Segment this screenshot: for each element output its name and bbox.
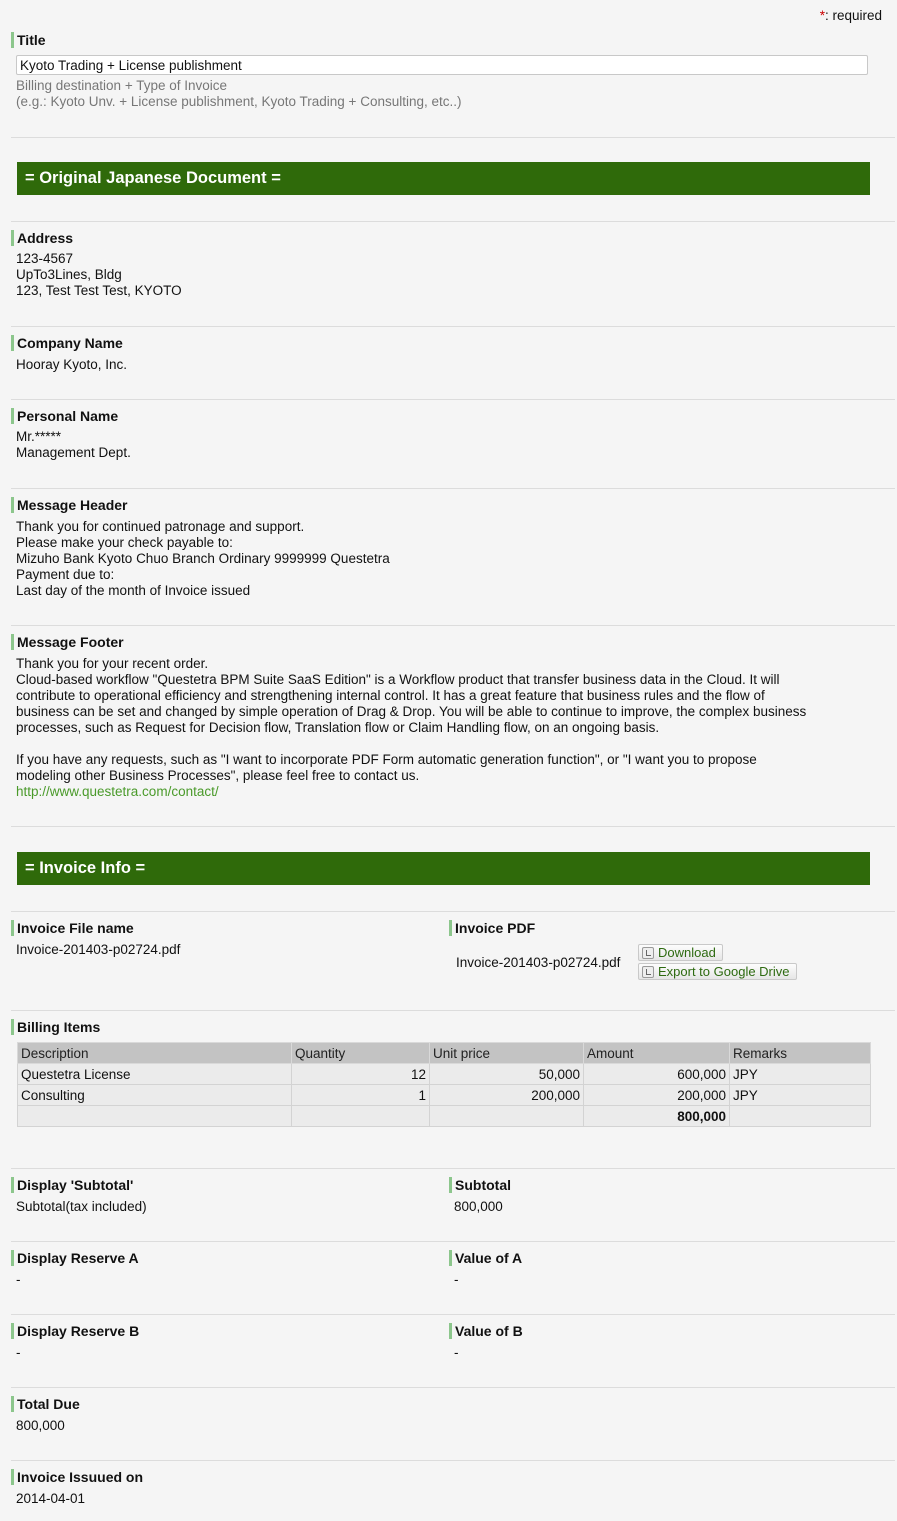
section-original-document: = Original Japanese Document = — [17, 162, 870, 195]
billing-items-label: Billing Items — [11, 1019, 100, 1035]
total-due-value: 800,000 — [16, 1418, 65, 1433]
download-button[interactable] — [638, 944, 723, 961]
divider — [11, 399, 895, 400]
divider — [11, 826, 895, 827]
section-invoice-info: = Invoice Info = — [17, 852, 870, 885]
display-subtotal-value: Subtotal(tax included) — [16, 1199, 147, 1214]
cell-quantity: 12 — [292, 1064, 430, 1085]
divider — [11, 911, 895, 912]
header-amount: Amount — [584, 1043, 730, 1064]
cell-amount: 200,000 — [584, 1085, 730, 1106]
google-drive-icon — [642, 966, 654, 978]
required-text: : required — [824, 8, 882, 23]
display-reserve-b-value: - — [16, 1345, 21, 1360]
header-remarks: Remarks — [730, 1043, 871, 1064]
download-icon — [642, 947, 654, 959]
address-value: 123-4567 UpTo3Lines, Bldg 123, Test Test Test, KYOTO — [16, 251, 182, 298]
table-total-row — [18, 1106, 871, 1127]
value-of-a-label: Value of A — [449, 1250, 522, 1266]
title-hint-line2: (e.g.: Kyoto Unv. + License publishment, Kyoto Trading + Consulting, etc..) — [16, 94, 462, 109]
divider — [11, 488, 895, 489]
divider — [11, 326, 895, 327]
address-label: Address — [11, 230, 73, 246]
value-of-a-value: - — [454, 1272, 459, 1287]
title-hint-line1: Billing destination + Type of Invoice — [16, 78, 228, 93]
table-row — [18, 1064, 871, 1085]
cell-remarks: JPY — [730, 1064, 871, 1085]
subtotal-label: Subtotal — [449, 1177, 511, 1193]
company-name-label: Company Name — [11, 335, 123, 351]
divider — [11, 1241, 895, 1242]
divider — [11, 1168, 895, 1169]
subtotal-value: 800,000 — [454, 1199, 503, 1214]
display-subtotal-label: Display 'Subtotal' — [11, 1177, 133, 1193]
total-due-label: Total Due — [11, 1396, 80, 1412]
divider — [11, 1010, 895, 1011]
divider — [11, 137, 895, 138]
table-header-row — [18, 1043, 871, 1064]
header-quantity: Quantity — [292, 1043, 430, 1064]
download-label: Download — [658, 945, 716, 960]
cell-unit-price: 50,000 — [430, 1064, 584, 1085]
export-label: Export to Google Drive — [658, 964, 790, 979]
display-reserve-b-label: Display Reserve B — [11, 1323, 139, 1339]
personal-name-label: Personal Name — [11, 408, 118, 424]
invoice-file-name-value: Invoice-201403-p02724.pdf — [16, 942, 181, 957]
contact-link[interactable]: http://www.questetra.com/contact/ — [16, 784, 219, 799]
invoice-issued-value: 2014-04-01 — [16, 1491, 86, 1506]
personal-name-value: Mr.***** Management Dept. — [16, 429, 131, 460]
divider — [11, 1387, 895, 1388]
export-google-drive-button[interactable] — [638, 963, 797, 980]
display-reserve-a-label: Display Reserve A — [11, 1250, 139, 1266]
billing-items-table — [17, 1042, 871, 1127]
cell-empty — [292, 1106, 430, 1127]
cell-description: Questetra License — [18, 1064, 292, 1085]
message-header-label: Message Header — [11, 497, 128, 513]
cell-quantity: 1 — [292, 1085, 430, 1106]
value-of-b-value: - — [454, 1345, 459, 1360]
cell-empty — [18, 1106, 292, 1127]
company-name-value: Hooray Kyoto, Inc. — [16, 357, 128, 372]
cell-amount: 600,000 — [584, 1064, 730, 1085]
value-of-b-label: Value of B — [449, 1323, 523, 1339]
title-input[interactable] — [16, 55, 868, 75]
divider — [11, 221, 895, 222]
divider — [11, 1460, 895, 1461]
cell-total-amount: 800,000 — [584, 1106, 730, 1127]
header-unit-price: Unit price — [430, 1043, 584, 1064]
header-description: Description — [18, 1043, 292, 1064]
cell-description: Consulting — [18, 1085, 292, 1106]
invoice-pdf-file: Invoice-201403-p02724.pdf — [456, 955, 621, 970]
message-footer-label: Message Footer — [11, 634, 124, 650]
required-star: * — [819, 8, 825, 23]
message-footer-value: Thank you for your recent order. Cloud-based workflow "Questetra BPM Suite SaaS Edition" is a Workflow product that transfer business data in the Cloud. It will contribute to operational efficiency and strengthening internal control. It has a great feature that business rules and the flow of business can be set and changed by simple operation of Drag & Drop. You will be able to continue to improve, the complex business processes, such as Request for Decision flow, Translation flow or Claim Handling flow, on an ongoing basis. If you have any requests, such as "I want to incorporate PDF Form automatic generation function", or "I want you to propose modeling other Business Processes", please feel free to contact us. — [16, 656, 807, 783]
divider — [11, 1314, 895, 1315]
display-reserve-a-value: - — [16, 1272, 21, 1287]
required-note — [820, 8, 882, 23]
cell-unit-price: 200,000 — [430, 1085, 584, 1106]
message-header-value: Thank you for continued patronage and support. Please make your check payable to: Mizuho Bank Kyoto Chuo Branch Ordinary 9999999 Questetra Payment due to: Last day of the month of Invoice issued — [16, 519, 390, 598]
table-row — [18, 1085, 871, 1106]
invoice-issued-label: Invoice Issuued on — [11, 1469, 143, 1485]
invoice-pdf-label: Invoice PDF — [449, 920, 535, 936]
cell-remarks: JPY — [730, 1085, 871, 1106]
invoice-file-name-label: Invoice File name — [11, 920, 134, 936]
title-label: Title — [11, 32, 46, 48]
cell-empty — [430, 1106, 584, 1127]
cell-empty — [730, 1106, 871, 1127]
divider — [11, 625, 895, 626]
